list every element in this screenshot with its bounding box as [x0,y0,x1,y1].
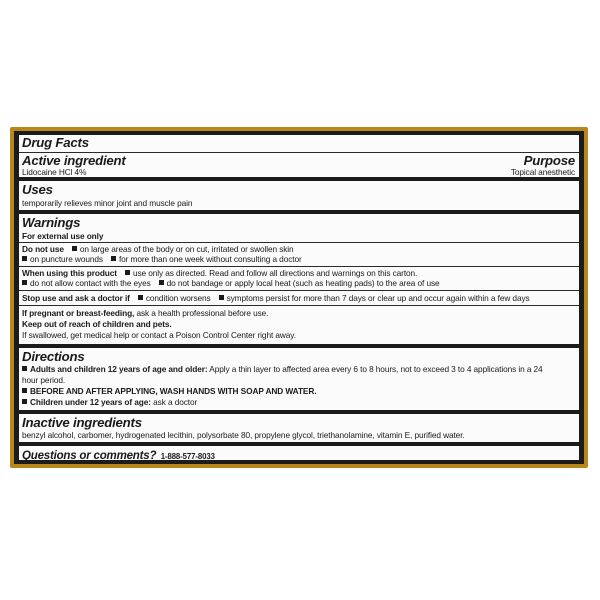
when-using-line-1 [22,268,417,279]
when-using-item: do not allow contact with the eyes [30,278,151,288]
swallowed-text: If swallowed, get medical help or contact a Poison Control Center right away. [22,330,296,340]
when-using-item: do not bandage or apply local heat (such as heating pads) to the area of use [166,278,440,288]
bullet-icon [22,388,27,393]
uses-section [19,181,579,210]
pregnant-text: ask a health professional before use. [136,308,269,318]
directions-children-line [22,397,197,408]
drug-facts-title: Drug Facts [22,135,89,150]
active-ingredient-heading: Active ingredient [22,153,126,168]
when-using-item: use only as directed. Read and follow all directions and warnings on this carton. [132,268,418,278]
purpose-heading: Purpose [523,153,575,168]
divider [19,290,579,291]
questions-line [22,446,215,460]
adults-label: Adults and children 12 years of age and older: [30,364,208,374]
do-not-use-item: on puncture wounds [30,254,103,264]
uses-heading: Uses [22,182,53,197]
children-text: ask a doctor [153,397,198,407]
bullet-icon [22,399,27,404]
stop-use-line [22,293,530,304]
questions-label: Questions or comments? [22,450,157,460]
inactive-ingredients-section [19,414,579,442]
purpose-value: Topical anesthetic [510,167,575,177]
bullet-icon [125,270,130,275]
bullet-icon [72,246,77,251]
directions-adults-line [22,364,543,375]
adults-text: Apply a thin layer to affected area every 6 to 8 hours, not to exceed 3 to 4 applications in a 24 [209,364,543,374]
stop-use-item: condition worsens [145,293,211,303]
warnings-heading: Warnings [22,215,81,230]
active-ingredient-section [19,135,579,177]
wash-hands-line [22,386,316,397]
do-not-use-label: Do not use [22,244,64,254]
bullet-icon [22,256,27,261]
keep-out-text: Keep out of reach of children and pets. [22,319,172,329]
bullet-icon [22,280,27,285]
stop-use-item: symptoms persist for more than 7 days or clear up and occur again within a few days [226,293,530,303]
inactive-ingredients-heading: Inactive ingredients [22,415,142,430]
when-using-label: When using this product [22,268,117,278]
pregnant-line [22,308,268,319]
divider [19,266,579,267]
do-not-use-line-2 [22,254,302,265]
phone-number: 1-888-577-8033 [160,452,215,460]
directions-heading: Directions [22,349,85,364]
external-use-text: For external use only [22,231,104,241]
bullet-icon [219,295,224,300]
wash-hands-text: BEFORE AND AFTER APPLYING, WASH HANDS WITH SOAP AND WATER. [30,386,317,396]
inactive-ingredients-text: benzyl alcohol, carbomer, hydrogenated lecithin, polysorbate 80, propylene glycol, triethanolamine, vitamin E, purified water. [22,430,465,440]
stop-use-label: Stop use and ask a doctor if [22,293,130,303]
pregnant-label: If pregnant or breast-feeding, [22,308,135,318]
do-not-use-line-1 [22,244,294,255]
divider [19,305,579,306]
warnings-section [19,214,579,344]
divider [19,242,579,243]
active-ingredient-value: Lidocaine HCl 4% [22,167,87,177]
uses-text: temporarily relieves minor joint and muscle pain [22,198,193,208]
bullet-icon [159,280,164,285]
do-not-use-item: on large areas of the body or on cut, irritated or swollen skin [79,244,294,254]
questions-section [19,446,579,460]
bullet-icon [138,295,143,300]
bullet-icon [22,366,27,371]
directions-section [19,348,579,410]
do-not-use-item: for more than one week without consulting a doctor [118,254,302,264]
when-using-line-2 [22,278,440,289]
adults-text-continued: hour period. [22,375,66,385]
bullet-icon [111,256,116,261]
children-label: Children under 12 years of age: [30,397,151,407]
